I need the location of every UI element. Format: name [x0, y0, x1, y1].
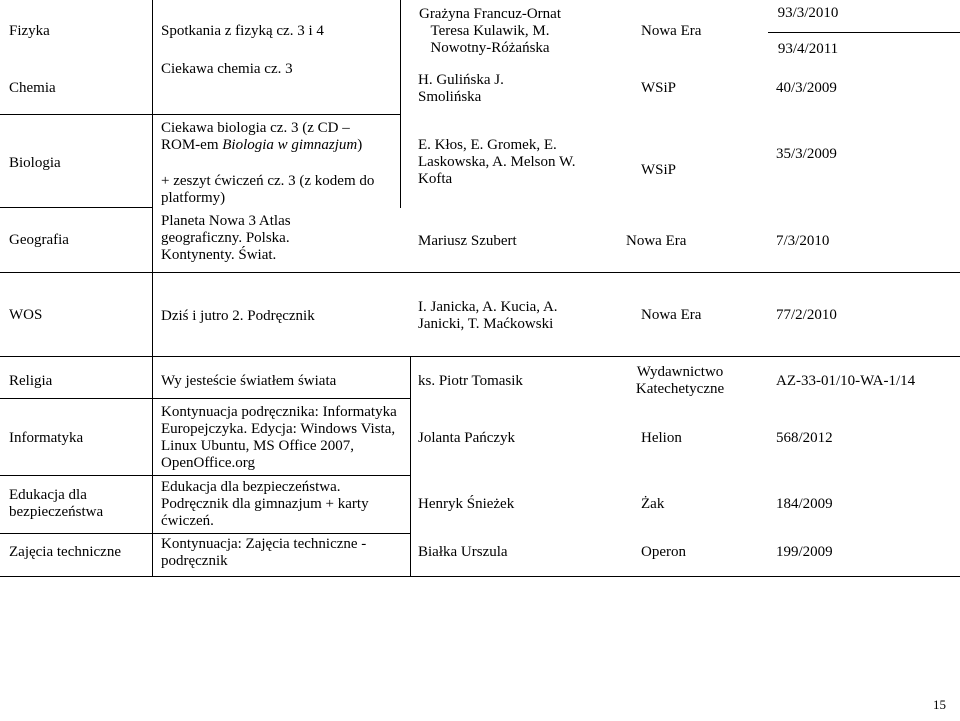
title-edb: Edukacja dla bezpieczeństwa. Podręcznik dla gimnazjum + karty ćwiczeń.: [161, 479, 369, 529]
publisher-informatyka: Helion: [641, 430, 682, 446]
number-edb: 184/2009: [776, 496, 833, 512]
page-number: 15: [933, 697, 946, 712]
number-fizyka-2: 93/4/2011: [777, 41, 839, 57]
title-biologia-italic: Biologia w gimnazjum: [222, 137, 358, 153]
authors-fizyka: Grażyna Francuz-Ornat Teresa Kulawik, M. Nowotny-Różańska: [418, 6, 561, 56]
title-biologia-workbook: + zeszyt ćwiczeń cz. 3 (z kodem do platformy): [161, 173, 375, 206]
authors-technika: Białka Urszula: [418, 544, 508, 560]
title-biologia: [161, 120, 391, 154]
number-technika: 199/2009: [776, 544, 833, 560]
authors-geografia: Mariusz Szubert: [418, 233, 517, 249]
number-biologia: 35/3/2009: [776, 146, 837, 162]
subject-wos: WOS: [9, 307, 43, 323]
publisher-religia: Wydawnictwo Katechetyczne: [635, 364, 725, 397]
rule: [0, 356, 960, 357]
publisher-chemia: WSiP: [641, 80, 677, 96]
authors-chemia: H. Gulińska J. Smolińska: [418, 72, 504, 105]
rule: [410, 356, 411, 576]
authors-wos: I. Janicka, A. Kucia, A. Janicki, T. Maćkowski: [418, 299, 558, 332]
rule: [0, 207, 152, 208]
subject-geografia: Geografia: [9, 232, 69, 248]
authors-edb: Henryk Śnieżek: [418, 496, 515, 512]
rule: [0, 114, 400, 115]
subject-chemia: Chemia: [9, 80, 56, 96]
title-chemia: Ciekawa chemia cz. 3: [161, 61, 293, 77]
subject-informatyka: Informatyka: [9, 430, 84, 446]
subject-biologia: Biologia: [9, 155, 61, 171]
title-informatyka: Kontynuacja podręcznika: Informatyka Europejczyka. Edycja: Windows Vista, Linux Ubuntu, MS Office 2007, OpenOffice.org: [161, 404, 397, 471]
title-wos: Dziś i jutro 2. Podręcznik: [161, 308, 315, 324]
publisher-technika: Operon: [641, 544, 686, 560]
number-wos: 77/2/2010: [776, 307, 837, 323]
rule: [0, 272, 960, 273]
rule: [0, 576, 960, 577]
publisher-fizyka: Nowa Era: [641, 23, 702, 39]
subject-fizyka: Fizyka: [9, 23, 50, 39]
title-geografia: Planeta Nowa 3 Atlas geograficzny. Polska. Kontynenty. Świat.: [161, 213, 291, 263]
title-religia: Wy jesteście światłem świata: [161, 373, 337, 389]
subject-edb: Edukacja dla bezpieczeństwa: [9, 487, 104, 520]
rule: [400, 0, 401, 208]
subject-technika: Zajęcia techniczne: [9, 544, 122, 560]
rule: [0, 398, 410, 399]
authors-religia: ks. Piotr Tomasik: [418, 373, 523, 389]
number-chemia: 40/3/2009: [776, 80, 837, 96]
rule: [0, 475, 410, 476]
number-informatyka: 568/2012: [776, 430, 833, 446]
title-technika: Kontynuacja: Zajęcia techniczne - podręcznik: [161, 536, 367, 569]
publisher-geografia: Nowa Era: [626, 233, 687, 249]
subject-religia: Religia: [9, 373, 53, 389]
title-biologia-close: ): [357, 137, 363, 153]
authors-informatyka: Jolanta Pańczyk: [418, 430, 516, 446]
rule: [152, 0, 153, 576]
number-fizyka-1: 93/3/2010: [777, 5, 839, 21]
number-geografia: 7/3/2010: [776, 233, 830, 249]
publisher-edb: Żak: [641, 496, 665, 512]
title-biologia-main: Ciekawa biologia cz. 3 (z CD – ROM-em: [161, 120, 350, 153]
rule: [0, 533, 410, 534]
authors-biologia: E. Kłos, E. Gromek, E. Laskowska, A. Melson W. Kofta: [418, 137, 576, 187]
rule: [768, 32, 960, 33]
publisher-wos: Nowa Era: [641, 307, 702, 323]
publisher-biologia: WSiP: [641, 162, 677, 178]
number-religia: AZ-33-01/10-WA-1/14: [776, 373, 916, 389]
title-fizyka: Spotkania z fizyką cz. 3 i 4: [161, 23, 324, 39]
